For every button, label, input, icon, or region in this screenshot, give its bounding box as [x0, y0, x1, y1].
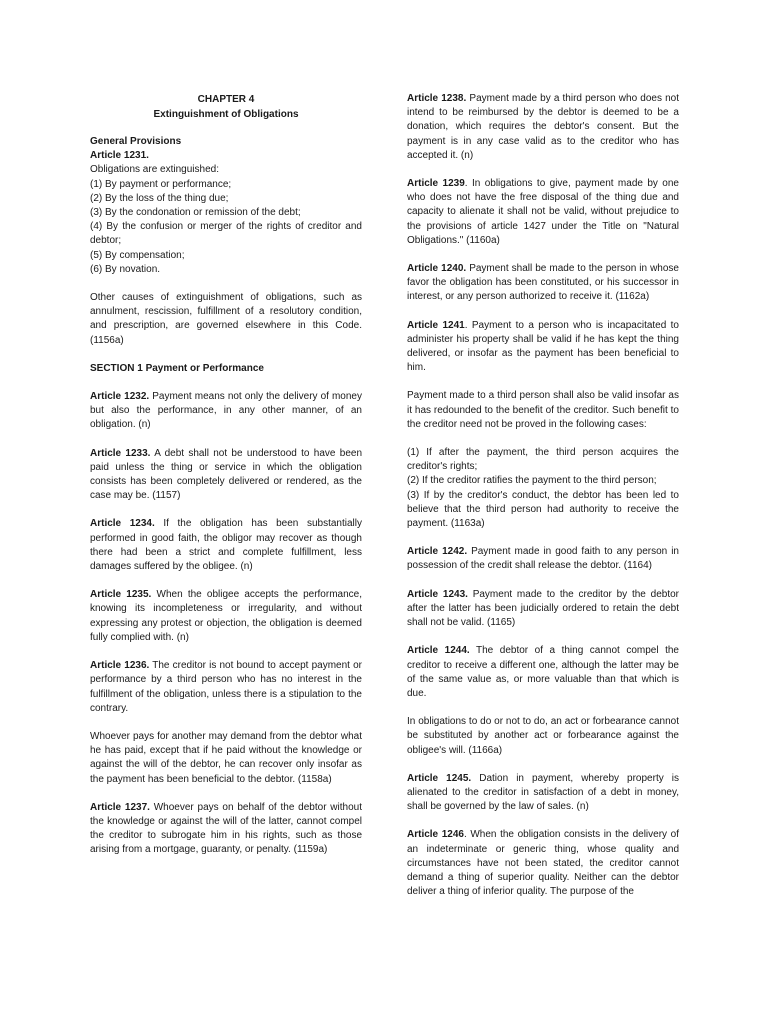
- left-column: [90, 92, 362, 872]
- right-column: [407, 92, 679, 913]
- article-1243-text: Payment made to the creditor by the debtor after the latter has been judicially ordered to retain the debt shall not be valid. (1165): [407, 588, 679, 629]
- article-1235: [90, 588, 362, 645]
- article-1241-case: (2) If the creditor ratifies the payment to the third person;: [407, 475, 657, 487]
- article-1231-item: (4) By the confusion or merger of the rights of creditor and debtor;: [90, 221, 362, 247]
- chapter-number: CHAPTER 4: [197, 94, 255, 105]
- article-1240-label: Article 1240.: [407, 263, 467, 275]
- article-1239: [407, 177, 679, 248]
- article-1243: [407, 588, 679, 631]
- article-1245: [407, 772, 679, 815]
- article-1235-text: When the obligee accepts the performance, knowing its incompleteness or irregularity, and without expressing any protest or objection, the obligation is deemed fully complied with. (n): [90, 589, 362, 643]
- article-1234-text: If the obligation has been substantially performed in good faith, the obligor may recover as though there had been a strict and complete fulfillment, less damages suffered by the obligee. (n): [90, 518, 362, 573]
- article-1237: [90, 801, 362, 858]
- article-1232-label: Article 1232.: [90, 391, 150, 403]
- article-1237-label: Article 1237.: [90, 801, 150, 813]
- article-1236: [90, 659, 362, 716]
- article-1231-item: (2) By the loss of the thing due;: [90, 192, 229, 204]
- chapter-title: Extinguishment of Obligations: [153, 109, 299, 120]
- article-1236-text: The creditor is not bound to accept payment or performance by a third person who has no interest in the fulfillment of the obligation, unless there is a stipulation to the contrary.: [90, 660, 362, 714]
- article-1234: [90, 517, 362, 574]
- article-1242: [407, 545, 679, 573]
- article-1242-text: Payment made in good faith to any person in possession of the credit shall release the debtor. (1164): [407, 546, 679, 572]
- article-1233-label: Article 1233.: [90, 447, 151, 459]
- article-1241-text: . Payment to a person who is incapacitated to administer his property shall be valid if he has kept the thing delivered, or insofar as the payment has been beneficial to him.: [407, 319, 679, 374]
- article-1241-paragraph-2: Payment made to a third person shall also be valid insofar as it has redounded to the benefit of the creditor. Such benefit to the creditor need not be proved in the following cases:: [407, 390, 679, 430]
- article-1232: [90, 390, 362, 433]
- article-1231-item: (6) By novation.: [90, 263, 161, 275]
- article-1245-label: Article 1245.: [407, 772, 472, 784]
- article-1241-label: Article 1241: [407, 319, 465, 331]
- article-1246: [407, 828, 679, 899]
- general-provisions-heading: General Provisions: [90, 136, 182, 147]
- article-1239-text: . In obligations to give, payment made by one who does not have the free disposal of the thing due and capacity to alienate it shall not be valid, without prejudice to the provisions of article 1427 under the Title on "Natural Obligations." (1160a): [407, 178, 679, 246]
- other-causes-paragraph: Other causes of extinguishment of obligations, such as annulment, rescission, fulfillment of a resolutory condition, and prescription, are governed elsewhere in this Code. (1156a): [90, 292, 362, 346]
- article-1241: [407, 319, 679, 376]
- article-1239-label: Article 1239: [407, 178, 465, 190]
- article-1240: [407, 262, 679, 305]
- article-1246-label: Article 1246: [407, 829, 464, 841]
- article-1231-item: (5) By compensation;: [90, 249, 185, 261]
- article-1231-intro: Obligations are extinguished:: [90, 164, 219, 176]
- article-1231-label: Article 1231.: [90, 150, 149, 162]
- article-1244-label: Article 1244.: [407, 645, 470, 657]
- article-1240-text: Payment shall be made to the person in whose favor the obligation has been constituted, or his successor in interest, or any person authorized to receive it. (1162a): [407, 263, 679, 303]
- article-1231-item: (1) By payment or performance;: [90, 178, 232, 190]
- article-1244-paragraph-2: In obligations to do or not to do, an act or forbearance cannot be substituted by another act or forbearance against the obligee's will. (1166a): [407, 716, 679, 756]
- article-1233: [90, 447, 362, 504]
- article-1244-text: The debtor of a thing cannot compel the creditor to receive a different one, although the latter may be of the same value as, or more valuable than that which is due.: [407, 645, 679, 699]
- article-1238-label: Article 1238.: [407, 93, 467, 104]
- article-1244: [407, 644, 679, 701]
- article-1235-label: Article 1235.: [90, 589, 152, 601]
- article-1242-label: Article 1242.: [407, 546, 468, 558]
- article-1231: [90, 135, 362, 277]
- article-1234-label: Article 1234.: [90, 518, 155, 530]
- article-1236-paragraph-2: Whoever pays for another may demand from the debtor what he has paid, except that if he paid without the knowledge or against the will of the debtor, he can recover only insofar as the payment has been beneficial to the debtor. (1158a): [90, 730, 362, 785]
- chapter-heading: [90, 92, 362, 122]
- article-1236-label: Article 1236.: [90, 660, 150, 672]
- article-1238: [407, 92, 679, 163]
- article-1243-label: Article 1243.: [407, 588, 468, 600]
- article-1246-text: . When the obligation consists in the delivery of an indeterminate or generic thing, whose quality and circumstances have not been stated, the creditor cannot demand a thing of superior quality. Neither can the debtor deliver a thing of inferior quality. The purpose of the: [407, 829, 679, 898]
- article-1241-case: (3) If by the creditor's conduct, the debtor has been led to believe that the third person had authority to receive the payment. (1163a): [407, 489, 679, 530]
- article-1241-cases-list: [407, 446, 679, 531]
- article-1233-text: A debt shall not be understood to have been paid unless the thing or service in which the obligation consists has been completely delivered or rendered, as the case may be. (1157): [90, 447, 363, 502]
- article-1245-text: Dation in payment, whereby property is alienated to the creditor in satisfaction of a debt in money, shall be governed by the law of sales. (n): [407, 772, 679, 813]
- article-1231-item: (3) By the condonation or remission of the debt;: [90, 207, 301, 219]
- article-1237-text: Whoever pays on behalf of the debtor without the knowledge or against the will of the latter, cannot compel the creditor to subrogate him in his rights, such as those arising from a mortgage, guaranty, or penalty. (1159a): [90, 801, 362, 856]
- section-1-heading: SECTION 1 Payment or Performance: [90, 362, 264, 374]
- article-1232-text: Payment means not only the delivery of money but also the performance, in any other manner, of an obligation. (n): [90, 391, 362, 431]
- article-1241-case: (1) If after the payment, the third person acquires the creditor's rights;: [407, 447, 679, 473]
- article-1238-text: Payment made by a third person who does not intend to be reimbursed by the debtor is deemed to be a donation, which requires the debtor's consent. But the payment is in any case valid as to the creditor who has accepted it. (n): [407, 93, 679, 161]
